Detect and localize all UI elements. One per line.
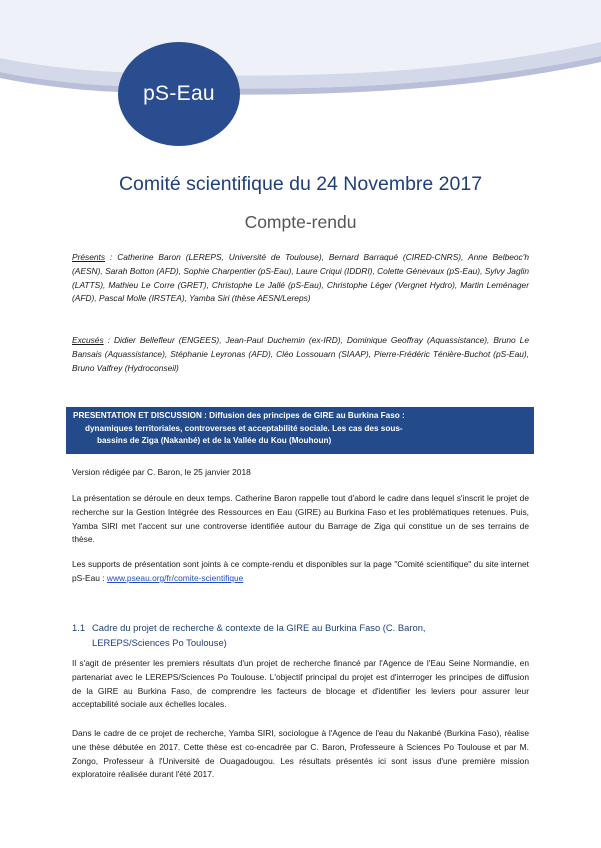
presents-text: : Catherine Baron (LEREPS, Université de Toulouse), Bernard Barraqué (CIRED-CNRS), Anne Belbeoc'h (AESN), Sarah Botton (AFD), Sophie Charpentier (pS-Eau), Laure Criqui (IDDRI), Colette Génevaux (pS-Eau), Sylvy Jaglin (LATTS), Mathieu Le Corre (GRET), Christophe Le Jallé (pS-Eau), Christophe Léger (Vergnet Hydro), Martin Leménager (AFD), Pascal Molle (IRSTEA), Yamba Siri (thèse AESN/Lereps)	[72, 252, 529, 304]
section-heading	[66, 407, 534, 454]
excuses-text: : Didier Bellefleur (ENGEES), Jean-Paul Duchemin (ex-IRD), Dominique Geoffray (Aquassistance), Bruno Le Bansais (Aquassistance), Stéphanie Leyronas (AFD), Cléo Lossouarn (SIAAP), Pierre-Frédéric Ténière-Buchot (pS-Eau), Bruno Valfrey (Hydroconseil)	[72, 335, 529, 373]
subsection-title-line2: LEREPS/Sciences Po Toulouse)	[92, 637, 227, 648]
attendees-present	[72, 251, 529, 306]
presents-label: Présents	[72, 252, 106, 262]
header-band	[0, 0, 601, 100]
subsection-number: 1.1	[72, 622, 86, 633]
logo	[118, 42, 240, 146]
subsection-heading	[72, 620, 529, 650]
version-note: Version rédigée par C. Baron, le 25 janvier 2018	[72, 467, 251, 477]
subsection-title-line1: Cadre du projet de recherche & contexte de la GIRE au Burkina Faso (C. Baron,	[92, 622, 426, 633]
paragraph-supports	[72, 558, 529, 586]
section-heading-line1: PRESENTATION ET DISCUSSION : Diffusion des principes de GIRE au Burkina Faso :	[73, 411, 405, 420]
document-subtitle: Compte-rendu	[244, 212, 357, 232]
section-heading-line3: bassins de Ziga (Nakanbé) et de la Vallée du Kou (Mouhoun)	[97, 436, 332, 446]
paragraph-project: Il s'agit de présenter les premiers résultats d'un projet de recherche financé par l'Agence de l'Eau Seine Normandie, en partenariat avec le LEREPS/Sciences Po Toulouse. L'objectif principal du projet est d'interroger les principes de diffusion de la GIRE au Burkina Faso, de comprendre les facteurs de blocage et d'identifier les leviers pour assurer leur acceptabilité sociale aux échelles locales.	[72, 658, 529, 710]
attendees-excused	[72, 334, 529, 375]
excuses-label: Excusés	[72, 335, 104, 345]
logo-text: pS-Eau	[143, 82, 215, 105]
supports-text: Les supports de présentation sont joints à ce compte-rendu et disponibles sur la page "Comité scientifique" du site internet pS-Eau :	[72, 559, 529, 583]
paragraph-thesis: Dans le cadre de ce projet de recherche, Yamba SIRI, sociologue à l'Agence de l'eau du Nakanbé (Burkina Faso), réalise une thèse débutée en 2017. Cette thèse est co-encadrée par C. Baron, Professeure à Sciences Po Toulouse et par M. Zongo, Professeur à l'Université de Ouagadougou. Les résultats présentés ici sont issus d'une première mission exploratoire réalisée durant l'été 2017.	[72, 728, 529, 780]
paragraph-intro: La présentation se déroule en deux temps. Catherine Baron rappelle tout d'abord le cadre dans lequel s'inscrit le projet de recherche sur la Gestion Intégrée des Ressources en Eau (GIRE) au Burkina Faso et les problématiques retenues. Puis, Yamba SIRI met l'accent sur une controverse identifiée autour du Barrage de Ziga qui constitue un de ses terrains de thèse.	[72, 493, 529, 545]
comite-scientifique-link[interactable]: www.pseau.org/fr/comite-scientifique	[106, 572, 244, 583]
document-title: Comité scientifique du 24 Novembre 2017	[118, 173, 483, 195]
section-heading-line2: dynamiques territoriales, controverses et acceptabilité sociale. Les cas des sous-	[85, 423, 403, 433]
